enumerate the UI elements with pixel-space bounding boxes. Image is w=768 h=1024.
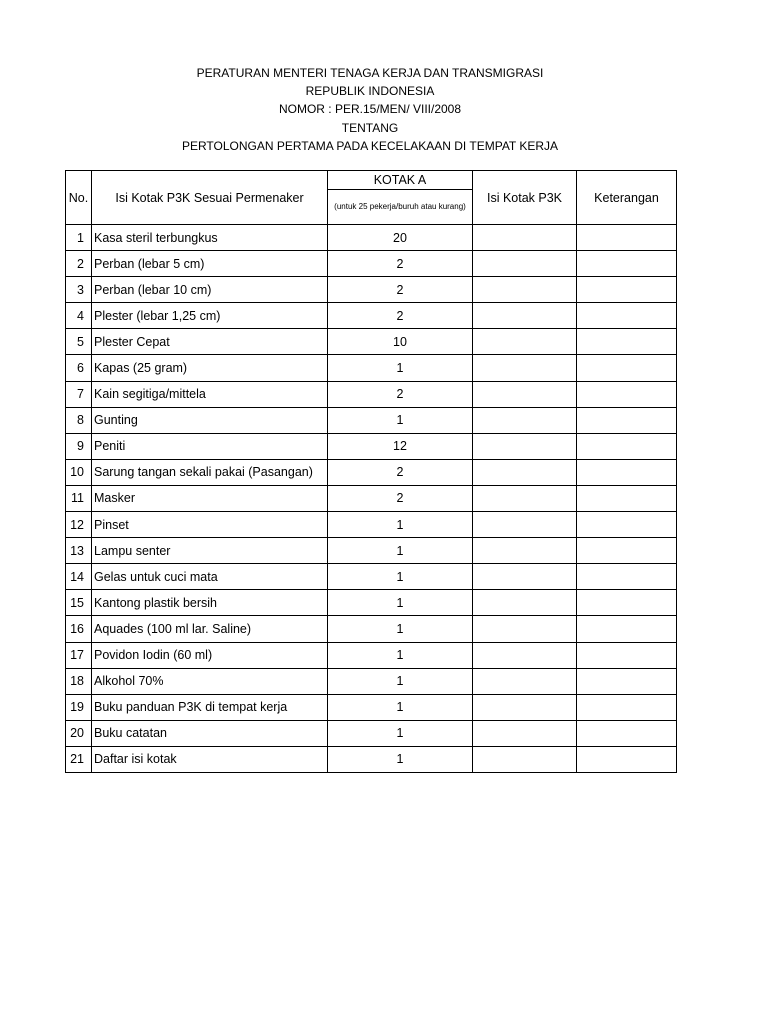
row-number: 8: [66, 407, 92, 433]
header-kotak-subtitle: (untuk 25 pekerja/buruh atau kurang): [328, 190, 473, 225]
row-item-name: Plester Cepat: [92, 329, 328, 355]
row-isi-kotak: [473, 616, 577, 642]
row-isi-kotak: [473, 355, 577, 381]
row-item-name: Perban (lebar 10 cm): [92, 277, 328, 303]
row-quantity: 1: [328, 355, 473, 381]
row-item-name: Daftar isi kotak: [92, 746, 328, 772]
row-isi-kotak: [473, 459, 577, 485]
row-quantity: 1: [328, 590, 473, 616]
row-isi-kotak: [473, 303, 577, 329]
row-quantity: 2: [328, 459, 473, 485]
row-number: 18: [66, 668, 92, 694]
row-keterangan: [577, 329, 677, 355]
row-item-name: Kantong plastik bersih: [92, 590, 328, 616]
header-keterangan: Keterangan: [577, 171, 677, 225]
header-item: Isi Kotak P3K Sesuai Permenaker: [92, 171, 328, 225]
row-item-name: Povidon Iodin (60 ml): [92, 642, 328, 668]
row-keterangan: [577, 538, 677, 564]
row-number: 5: [66, 329, 92, 355]
row-number: 15: [66, 590, 92, 616]
row-keterangan: [577, 720, 677, 746]
row-quantity: 1: [328, 512, 473, 538]
row-quantity: 12: [328, 433, 473, 459]
table-row: [66, 355, 677, 381]
row-keterangan: [577, 590, 677, 616]
table-row: [66, 329, 677, 355]
row-number: 3: [66, 277, 92, 303]
row-keterangan: [577, 459, 677, 485]
row-quantity: 2: [328, 251, 473, 277]
row-isi-kotak: [473, 694, 577, 720]
row-item-name: Plester (lebar 1,25 cm): [92, 303, 328, 329]
row-item-name: Perban (lebar 5 cm): [92, 251, 328, 277]
table-row: [66, 590, 677, 616]
row-number: 2: [66, 251, 92, 277]
row-isi-kotak: [473, 746, 577, 772]
row-item-name: Masker: [92, 485, 328, 511]
row-number: 9: [66, 433, 92, 459]
row-isi-kotak: [473, 381, 577, 407]
row-isi-kotak: [473, 720, 577, 746]
row-isi-kotak: [473, 668, 577, 694]
row-item-name: Kapas (25 gram): [92, 355, 328, 381]
p3k-table: [65, 170, 677, 773]
row-item-name: Kasa steril terbungkus: [92, 225, 328, 251]
row-item-name: Buku catatan: [92, 720, 328, 746]
title-line-5: PERTOLONGAN PERTAMA PADA KECELAKAAN DI TEMPAT KERJA: [181, 138, 559, 153]
row-isi-kotak: [473, 225, 577, 251]
row-quantity: 1: [328, 668, 473, 694]
row-item-name: Lampu senter: [92, 538, 328, 564]
row-isi-kotak: [473, 485, 577, 511]
row-keterangan: [577, 746, 677, 772]
row-isi-kotak: [473, 564, 577, 590]
row-item-name: Gelas untuk cuci mata: [92, 564, 328, 590]
row-keterangan: [577, 251, 677, 277]
row-number: 19: [66, 694, 92, 720]
row-isi-kotak: [473, 251, 577, 277]
row-isi-kotak: [473, 407, 577, 433]
table-body: [66, 225, 677, 773]
row-number: 4: [66, 303, 92, 329]
table-row: [66, 485, 677, 511]
document-title-block: [0, 64, 740, 155]
row-keterangan: [577, 564, 677, 590]
row-item-name: Pinset: [92, 512, 328, 538]
row-isi-kotak: [473, 433, 577, 459]
row-number: 7: [66, 381, 92, 407]
row-item-name: Alkohol 70%: [92, 668, 328, 694]
row-keterangan: [577, 616, 677, 642]
table-row: [66, 616, 677, 642]
table-row: [66, 381, 677, 407]
header-no: No.: [66, 171, 92, 225]
row-quantity: 10: [328, 329, 473, 355]
row-quantity: 2: [328, 381, 473, 407]
row-item-name: Aquades (100 ml lar. Saline): [92, 616, 328, 642]
table-row: [66, 407, 677, 433]
row-isi-kotak: [473, 512, 577, 538]
row-quantity: 20: [328, 225, 473, 251]
row-number: 20: [66, 720, 92, 746]
row-keterangan: [577, 694, 677, 720]
title-line-3: NOMOR : PER.15/MEN/ VIII/2008: [278, 102, 462, 117]
table-row: [66, 303, 677, 329]
header-isi: Isi Kotak P3K: [473, 171, 577, 225]
table-row: [66, 277, 677, 303]
title-line-4: TENTANG: [341, 120, 399, 135]
table-row: [66, 251, 677, 277]
table-row: [66, 538, 677, 564]
table-row: [66, 512, 677, 538]
row-keterangan: [577, 355, 677, 381]
row-quantity: 1: [328, 642, 473, 668]
row-quantity: 1: [328, 564, 473, 590]
row-item-name: Gunting: [92, 407, 328, 433]
row-quantity: 1: [328, 746, 473, 772]
row-keterangan: [577, 668, 677, 694]
row-keterangan: [577, 485, 677, 511]
row-quantity: 1: [328, 407, 473, 433]
title-line-1: PERATURAN MENTERI TENAGA KERJA DAN TRANSMIGRASI: [196, 66, 544, 80]
header-kotak: KOTAK A: [328, 171, 473, 190]
table-row: [66, 433, 677, 459]
row-keterangan: [577, 225, 677, 251]
row-number: 17: [66, 642, 92, 668]
table-row: [66, 720, 677, 746]
row-isi-kotak: [473, 590, 577, 616]
row-item-name: Kain segitiga/mittela: [92, 381, 328, 407]
row-quantity: 2: [328, 485, 473, 511]
table-row: [66, 746, 677, 772]
row-isi-kotak: [473, 277, 577, 303]
row-number: 6: [66, 355, 92, 381]
row-keterangan: [577, 303, 677, 329]
row-item-name: Peniti: [92, 433, 328, 459]
row-number: 11: [66, 485, 92, 511]
table-row: [66, 459, 677, 485]
row-item-name: Sarung tangan sekali pakai (Pasangan): [92, 459, 328, 485]
row-number: 13: [66, 538, 92, 564]
row-keterangan: [577, 381, 677, 407]
row-quantity: 1: [328, 720, 473, 746]
row-number: 10: [66, 459, 92, 485]
row-keterangan: [577, 512, 677, 538]
row-quantity: 2: [328, 303, 473, 329]
table-row: [66, 668, 677, 694]
row-keterangan: [577, 433, 677, 459]
row-isi-kotak: [473, 538, 577, 564]
row-isi-kotak: [473, 329, 577, 355]
row-quantity: 1: [328, 538, 473, 564]
row-quantity: 1: [328, 694, 473, 720]
row-number: 14: [66, 564, 92, 590]
row-quantity: 2: [328, 277, 473, 303]
row-keterangan: [577, 407, 677, 433]
row-quantity: 1: [328, 616, 473, 642]
row-isi-kotak: [473, 642, 577, 668]
row-number: 21: [66, 746, 92, 772]
row-number: 16: [66, 616, 92, 642]
row-keterangan: [577, 642, 677, 668]
table-row: [66, 694, 677, 720]
table-row: [66, 225, 677, 251]
row-item-name: Buku panduan P3K di tempat kerja: [92, 694, 328, 720]
title-line-2: REPUBLIK INDONESIA: [305, 84, 435, 99]
row-keterangan: [577, 277, 677, 303]
row-number: 1: [66, 225, 92, 251]
row-number: 12: [66, 512, 92, 538]
table-row: [66, 564, 677, 590]
table-row: [66, 642, 677, 668]
